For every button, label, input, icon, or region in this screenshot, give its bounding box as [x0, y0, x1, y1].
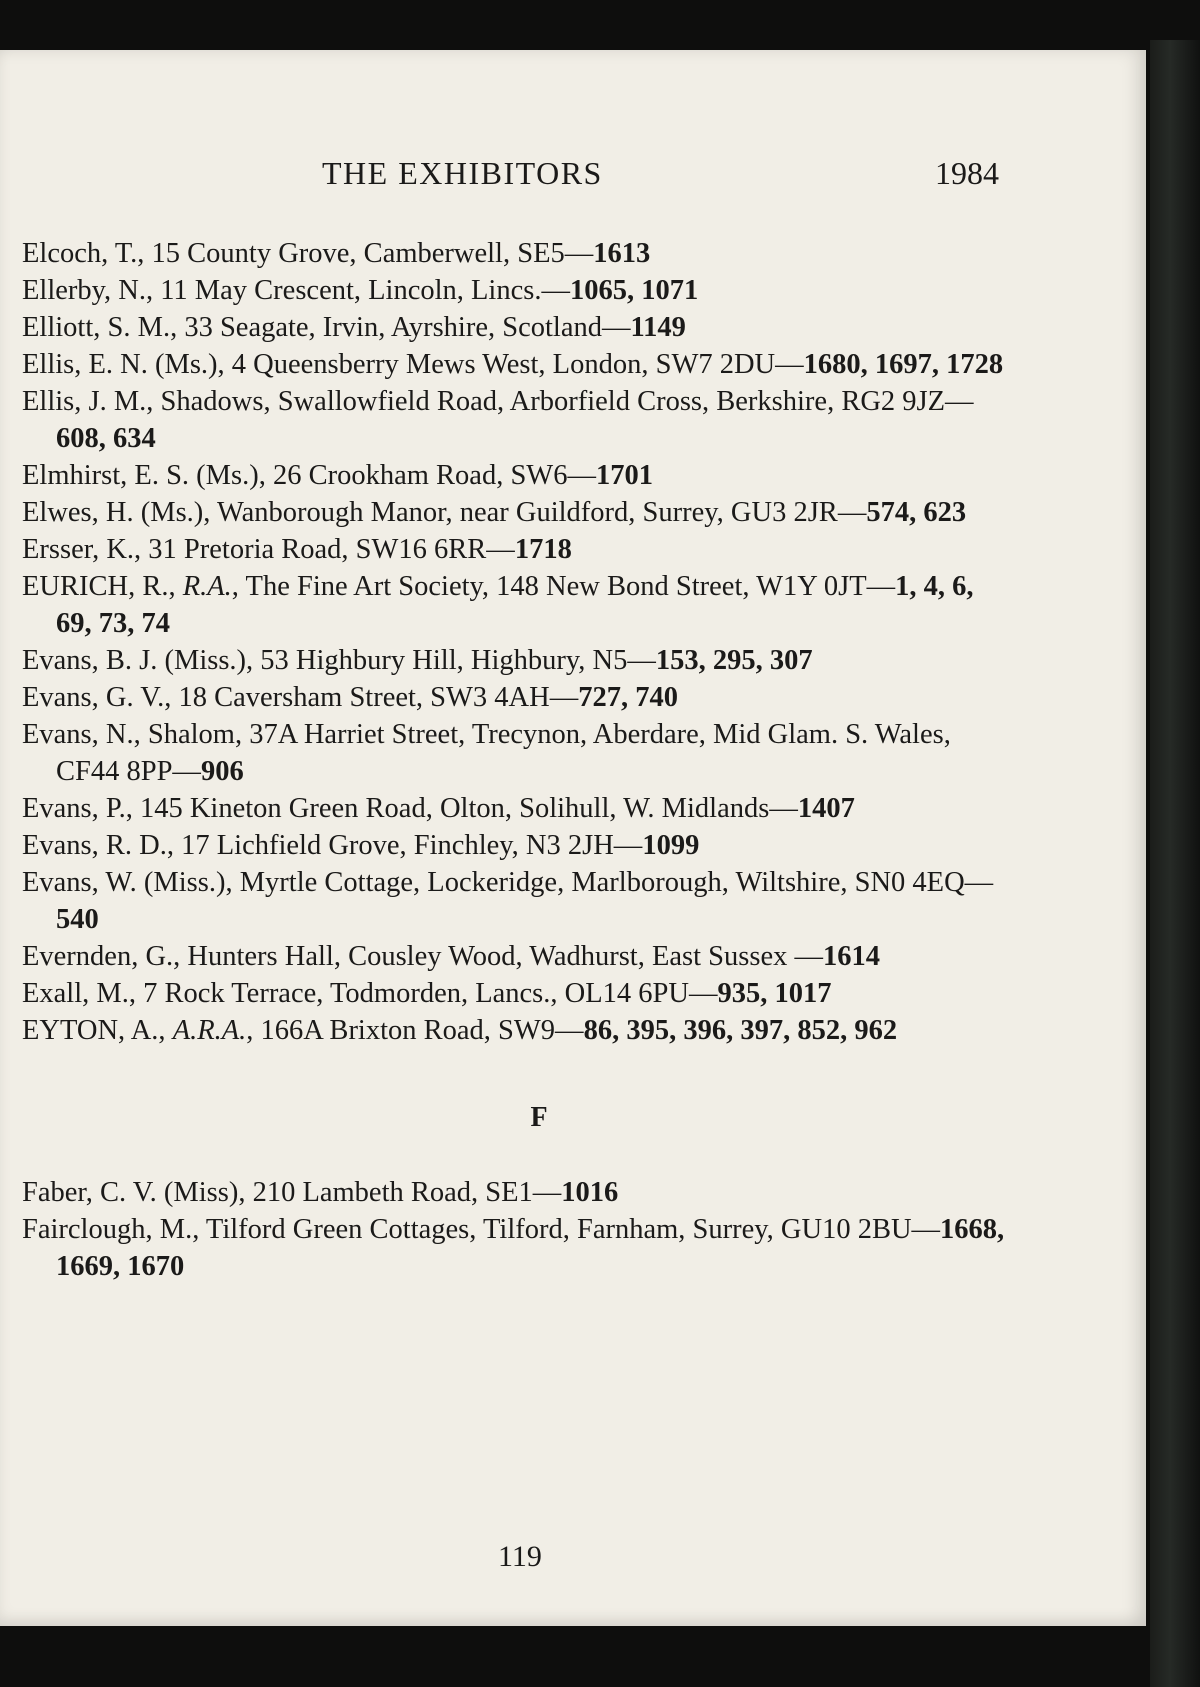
exhibitor-name-address: Elliott, S. M., 33 Seagate, Irvin, Ayrshire, Scotland— — [22, 312, 631, 343]
exhibitor-name-address: Evans, W. (Miss.), Myrtle Cottage, Lockeridge, Marlborough, Wiltshire, SN0 4EQ— — [22, 867, 994, 898]
running-header — [0, 155, 1146, 199]
exhibitor-entry — [22, 716, 1012, 790]
catalogue-numbers: 1149 — [630, 312, 686, 343]
catalogue-numbers: 727, 740 — [578, 682, 678, 713]
exhibitor-name-address: Evans, P., 145 Kineton Green Road, Olton, Solihull, W. Midlands— — [22, 793, 798, 824]
catalogue-numbers: 1718 — [514, 534, 572, 565]
exhibitor-entry — [22, 827, 1012, 864]
exhibitor-entry — [22, 642, 1012, 679]
exhibitor-name-address: Ersser, K., 31 Pretoria Road, SW16 6RR— — [22, 534, 515, 565]
exhibitor-entry — [22, 457, 1012, 494]
catalogue-numbers: 1614 — [822, 941, 880, 972]
exhibitor-entry — [22, 531, 1012, 568]
exhibitor-entry — [22, 346, 1012, 383]
exhibitor-entry — [22, 975, 1012, 1012]
catalogue-numbers: 1099 — [642, 830, 700, 861]
catalogue-numbers: 906 — [200, 756, 244, 787]
catalogue-numbers: 1407 — [797, 793, 855, 824]
catalogue-numbers: 1613 — [593, 238, 651, 269]
exhibitor-address: , 166A Brixton Road, SW9— — [246, 1015, 584, 1046]
honorific: R.A. — [182, 571, 232, 602]
exhibitor-list — [22, 235, 1012, 1285]
catalogue-numbers: 86, 395, 396, 397, 852, 962 — [583, 1015, 898, 1046]
exhibitor-name-address: Elcoch, T., 15 County Grove, Camberwell, SE5— — [22, 238, 594, 269]
catalogue-numbers: 1065, 1071 — [569, 275, 699, 306]
exhibitor-address: , The Fine Art Society, 148 New Bond Street, W1Y 0JT— — [231, 571, 896, 602]
exhibitor-entry — [22, 309, 1012, 346]
header-year: 1984 — [935, 155, 999, 191]
catalogue-numbers: 1701 — [595, 460, 653, 491]
exhibitor-entry — [22, 494, 1012, 531]
exhibitor-name-address: Ellis, E. N. (Ms.), 4 Queensberry Mews West, London, SW7 2DU— — [22, 349, 804, 380]
exhibitor-name-address: Exall, M., 7 Rock Terrace, Todmorden, Lancs., OL14 6PU— — [22, 978, 718, 1009]
exhibitor-name-address: Evans, N., Shalom, 37A Harriet Street, Trecynon, Aberdare, Mid Glam. S. Wales, CF44 8PP— — [22, 719, 951, 787]
catalogue-numbers: 935, 1017 — [717, 978, 832, 1009]
exhibitor-name-address: Elmhirst, E. S. (Ms.), 26 Crookham Road, SW6— — [22, 460, 596, 491]
exhibitor-name-address: EURICH, R., — [22, 571, 183, 602]
exhibitor-list-f — [22, 1174, 1012, 1285]
exhibitor-name-address: Fairclough, M., Tilford Green Cottages, Tilford, Farnham, Surrey, GU10 2BU— — [22, 1214, 941, 1245]
catalogue-numbers: 540 — [56, 904, 99, 935]
catalogue-numbers: 1, 4, 6, 69, 73, 74 — [56, 571, 974, 639]
exhibitor-name-address: Evans, R. D., 17 Lichfield Grove, Finchley, N3 2JH— — [22, 830, 643, 861]
exhibitor-entry — [22, 938, 1012, 975]
exhibitor-name-address: Faber, C. V. (Miss), 210 Lambeth Road, SE1— — [22, 1177, 562, 1208]
exhibitor-entry — [22, 679, 1012, 716]
catalogue-numbers: 574, 623 — [866, 497, 967, 528]
exhibitor-name-address: Evernden, G., Hunters Hall, Cousley Wood, Wadhurst, East Sussex — — [22, 941, 823, 972]
exhibitor-entry — [22, 272, 1012, 309]
exhibitor-name-address: Elwes, H. (Ms.), Wanborough Manor, near Guildford, Surrey, GU3 2JR— — [22, 497, 867, 528]
page-number: 119 — [498, 1540, 542, 1573]
exhibitor-name-address: Ellerby, N., 11 May Crescent, Lincoln, Lincs.— — [22, 275, 570, 306]
catalogue-numbers: 153, 295, 307 — [655, 645, 813, 676]
catalogue-numbers: 1016 — [561, 1177, 619, 1208]
section-letter: F — [530, 1102, 548, 1133]
book-edge — [1150, 40, 1200, 1687]
exhibitor-name-address: Evans, B. J. (Miss.), 53 Highbury Hill, Highbury, N5— — [22, 645, 656, 676]
exhibitor-entry — [22, 864, 1012, 938]
exhibitor-name-address: Evans, G. V., 18 Caversham Street, SW3 4AH— — [22, 682, 579, 713]
honorific: A.R.A. — [172, 1015, 247, 1046]
exhibitor-entry — [22, 1012, 1012, 1049]
exhibitor-name-address: EYTON, A., — [22, 1015, 173, 1046]
catalogue-numbers: 1668, 1669, 1670 — [56, 1214, 1005, 1282]
catalogue-numbers: 1680, 1697, 1728 — [803, 349, 1004, 380]
header-title: THE EXHIBITORS — [322, 155, 603, 191]
exhibitor-entry — [22, 235, 1012, 272]
exhibitor-list-e — [22, 235, 1012, 1049]
exhibitor-entry — [22, 1174, 1012, 1211]
catalogue-numbers: 608, 634 — [56, 423, 156, 454]
exhibitor-entry — [22, 1211, 1012, 1285]
exhibitor-name-address: Ellis, J. M., Shadows, Swallowfield Road, Arborfield Cross, Berkshire, RG2 9JZ— — [22, 386, 974, 417]
exhibitor-entry — [22, 568, 1012, 642]
book-page — [0, 50, 1146, 1626]
exhibitor-entry — [22, 790, 1012, 827]
exhibitor-entry — [22, 383, 1012, 457]
